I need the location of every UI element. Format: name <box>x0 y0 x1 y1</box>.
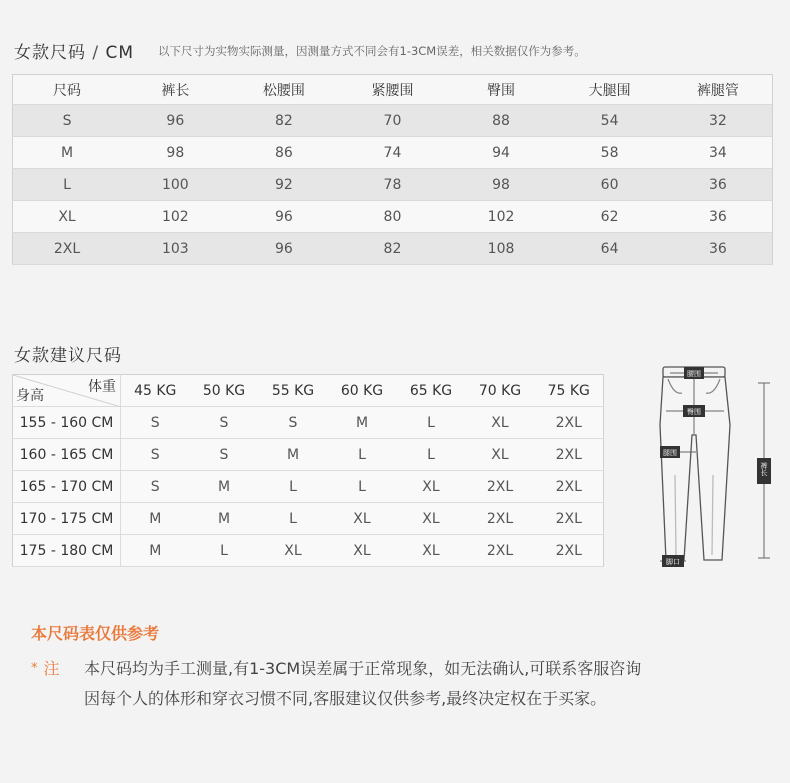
height-range: 165 - 170 CM <box>13 471 121 503</box>
table-cell: M <box>13 137 122 169</box>
table-cell: 60 <box>555 169 664 201</box>
weight-header: 70 KG <box>466 375 535 407</box>
table-cell: L <box>328 439 397 471</box>
hem-label: 脚口 <box>666 558 680 566</box>
title-separator: / <box>92 43 100 63</box>
table-cell: 100 <box>121 169 230 201</box>
table-cell: 96 <box>230 201 339 233</box>
table-cell: 58 <box>555 137 664 169</box>
height-range: 155 - 160 CM <box>13 407 121 439</box>
table-row <box>13 105 773 137</box>
length-label: 裤长 <box>760 462 768 476</box>
weight-header: 75 KG <box>535 375 604 407</box>
height-range: 160 - 165 CM <box>13 439 121 471</box>
table-header-row <box>13 75 773 105</box>
height-range: 170 - 175 CM <box>13 503 121 535</box>
table-cell: XL <box>466 407 535 439</box>
length-tag <box>757 458 771 484</box>
table-cell: 2XL <box>466 471 535 503</box>
asterisk-icon: * <box>31 661 38 676</box>
table-cell: 108 <box>447 233 556 265</box>
table-cell: L <box>328 471 397 503</box>
table-cell: 92 <box>230 169 339 201</box>
table-cell: 54 <box>555 105 664 137</box>
table-cell: 78 <box>338 169 447 201</box>
corner-height-label: 身高 <box>16 388 44 404</box>
size-measurement-table <box>12 74 773 265</box>
header-loose-waist: 松腰围 <box>230 75 339 105</box>
table-row <box>13 439 604 471</box>
table-cell: 98 <box>121 137 230 169</box>
header-pants-length: 裤长 <box>121 75 230 105</box>
table-cell: S <box>121 471 190 503</box>
table-cell: 102 <box>121 201 230 233</box>
note-line-2: 因每个人的体形和穿衣习惯不同,客服建议仅供参考,最终决定权在于买家。 <box>84 689 607 708</box>
table-cell: 2XL <box>535 471 604 503</box>
table-cell: M <box>190 503 259 535</box>
weight-header: 45 KG <box>121 375 190 407</box>
table-cell: 36 <box>664 201 773 233</box>
weight-header: 60 KG <box>328 375 397 407</box>
table-cell: 2XL <box>535 407 604 439</box>
table-cell: M <box>121 535 190 567</box>
thigh-label: 腿围 <box>663 449 677 457</box>
table-cell: XL <box>397 535 466 567</box>
table-cell: 96 <box>230 233 339 265</box>
table-cell: 102 <box>447 201 556 233</box>
table-cell: 88 <box>447 105 556 137</box>
hip-label: 臀围 <box>687 408 701 416</box>
table-row <box>13 201 773 233</box>
table-cell: 98 <box>447 169 556 201</box>
height-range: 175 - 180 CM <box>13 535 121 567</box>
waist-label: 腰围 <box>687 370 701 378</box>
table-cell: 82 <box>338 233 447 265</box>
table-cell: 64 <box>555 233 664 265</box>
table-cell: L <box>259 471 328 503</box>
weight-header: 50 KG <box>190 375 259 407</box>
note-line-1: 本尺码均为手工测量,有1-3CM误差属于正常现象，如无法确认,可联系客服咨询 <box>84 659 642 678</box>
table-cell: S <box>259 407 328 439</box>
header-thigh: 大腿围 <box>555 75 664 105</box>
note-label: 注 <box>43 659 60 678</box>
table-cell: XL <box>397 503 466 535</box>
table-cell: 2XL <box>535 535 604 567</box>
table-header-row <box>13 375 604 407</box>
corner-weight-label: 体重 <box>88 379 116 395</box>
table-cell: XL <box>259 535 328 567</box>
table-row <box>13 407 604 439</box>
table-row <box>13 233 773 265</box>
table-cell: M <box>259 439 328 471</box>
table-cell: XL <box>13 201 122 233</box>
table-cell: 36 <box>664 233 773 265</box>
weight-header: 55 KG <box>259 375 328 407</box>
recommended-size-title: 女款建议尺码 <box>14 346 122 366</box>
header-leg-opening: 裤腿管 <box>664 75 773 105</box>
pants-measurement-diagram <box>618 355 788 575</box>
table-cell: 2XL <box>466 503 535 535</box>
table-cell: S <box>190 439 259 471</box>
header-tight-waist: 紧腰围 <box>338 75 447 105</box>
table-cell: XL <box>328 535 397 567</box>
weight-header: 65 KG <box>397 375 466 407</box>
table-cell: M <box>190 471 259 503</box>
table-cell: S <box>13 105 122 137</box>
hem-tag <box>660 555 686 567</box>
size-table-title <box>14 38 134 63</box>
table-row <box>13 535 604 567</box>
pants-outline-icon <box>660 367 730 560</box>
table-cell: 2XL <box>13 233 122 265</box>
table-cell: S <box>121 407 190 439</box>
table-cell: L <box>190 535 259 567</box>
table-cell: 2XL <box>535 503 604 535</box>
table-cell: 70 <box>338 105 447 137</box>
table-cell: 80 <box>338 201 447 233</box>
header-size: 尺码 <box>13 75 122 105</box>
table-cell: L <box>397 439 466 471</box>
header-hip: 臀围 <box>447 75 556 105</box>
measurement-note: 以下尺寸为实物实际测量，因测量方式不同会有1-3CM误差，相关数据仅作为参考。 <box>158 44 586 58</box>
table-cell: S <box>121 439 190 471</box>
table-cell: 82 <box>230 105 339 137</box>
table-cell: M <box>328 407 397 439</box>
table-cell: L <box>259 503 328 535</box>
table-cell: 36 <box>664 169 773 201</box>
table-cell: 86 <box>230 137 339 169</box>
table-cell: L <box>13 169 122 201</box>
table-cell: 74 <box>338 137 447 169</box>
table-cell: 96 <box>121 105 230 137</box>
table-row <box>13 503 604 535</box>
table-cell: XL <box>328 503 397 535</box>
table-cell: 2XL <box>535 439 604 471</box>
table-cell: L <box>397 407 466 439</box>
table-cell: 94 <box>447 137 556 169</box>
table-cell: 34 <box>664 137 773 169</box>
table-row <box>13 471 604 503</box>
table-cell: 2XL <box>466 535 535 567</box>
table-cell: S <box>190 407 259 439</box>
table-row <box>13 137 773 169</box>
table-cell: M <box>121 503 190 535</box>
size-table-title-text: 女款尺码 <box>14 43 86 63</box>
note-marker <box>31 656 60 679</box>
reference-title: 本尺码表仅供参考 <box>31 624 160 643</box>
table-cell: 32 <box>664 105 773 137</box>
size-table-unit: CM <box>105 43 135 63</box>
table-cell: XL <box>466 439 535 471</box>
recommended-size-table <box>12 374 604 567</box>
table-cell: XL <box>397 471 466 503</box>
table-row <box>13 169 773 201</box>
table-cell: 103 <box>121 233 230 265</box>
corner-header <box>13 375 121 407</box>
table-cell: 62 <box>555 201 664 233</box>
